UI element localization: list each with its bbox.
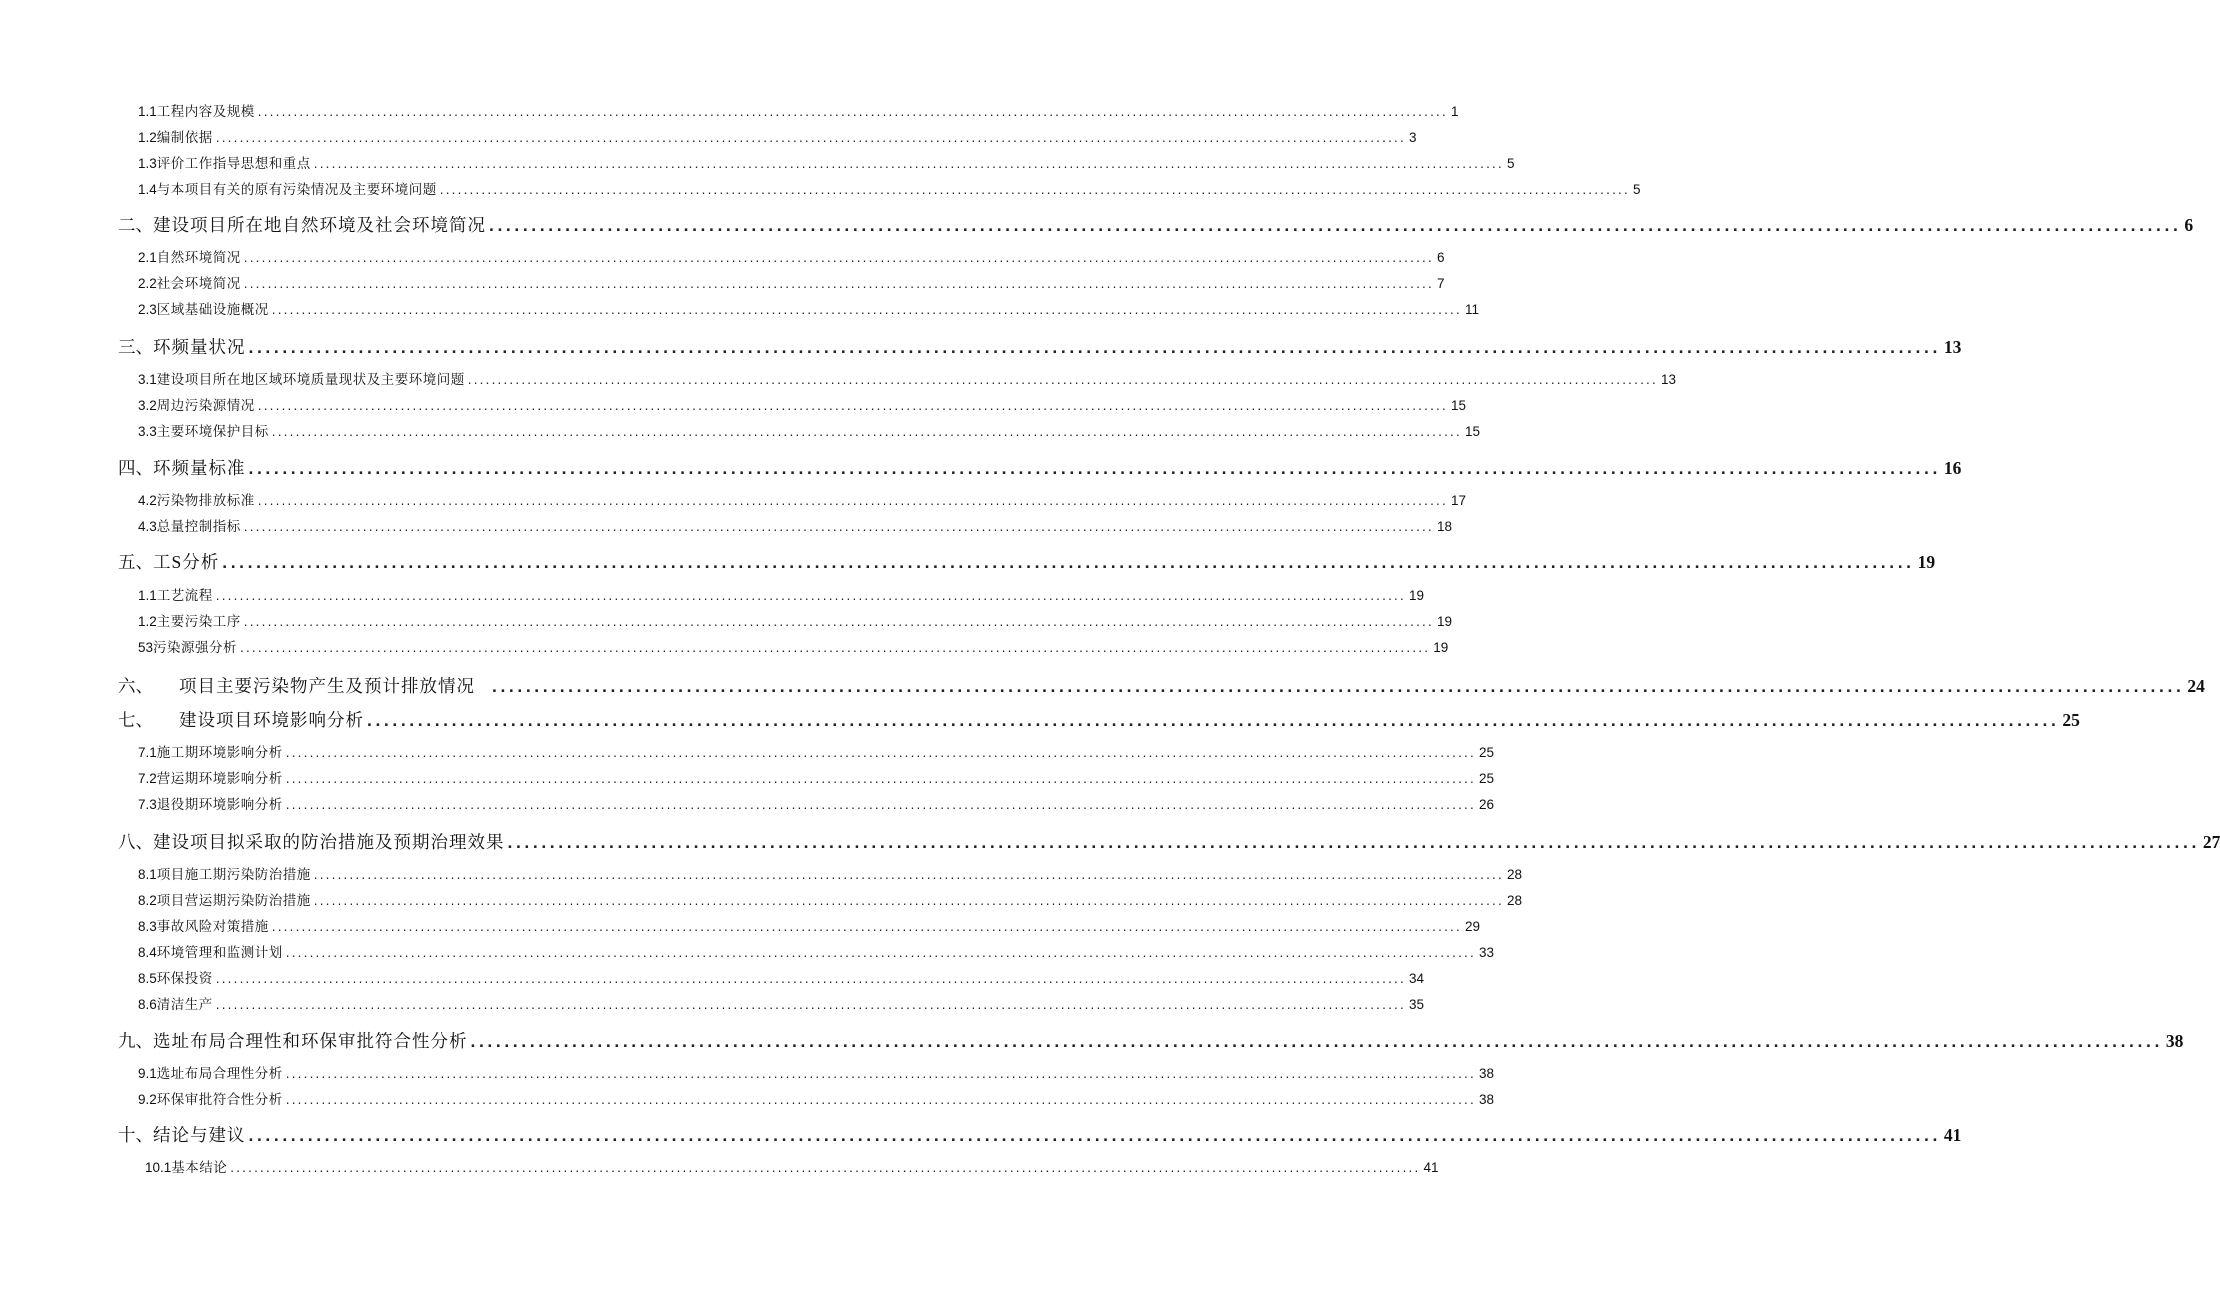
dot-leader: ........................................................................................................................................................................................................ — [285, 1092, 1476, 1107]
toc-entry-number: 8.6 — [138, 997, 157, 1012]
dot-leader: ........................................................................................................................................................................................................ — [285, 745, 1476, 760]
toc-entry-page-number: 38 — [2165, 1031, 2184, 1051]
toc-entry-page-number: 24 — [2187, 676, 2205, 696]
toc-section-entry[interactable] — [138, 993, 1424, 1013]
toc-entry-number: 1.2 — [138, 614, 157, 629]
toc-entry-title: 基本结论 — [171, 1160, 228, 1175]
toc-section-entry[interactable] — [138, 489, 1466, 509]
toc-entry-number: 1.4 — [138, 182, 157, 197]
toc-entry-page-number: 35 — [1408, 997, 1424, 1012]
dot-leader: ........................................................................................................................................................................................................ — [215, 588, 1406, 603]
toc-entry-page-number: 27 — [2202, 832, 2220, 852]
toc-entry-title: 项目营运期污染防治措施 — [156, 893, 311, 908]
toc-entry-page-number: 41 — [1943, 1125, 1962, 1145]
toc-entry-page-number: 19 — [1433, 640, 1449, 655]
toc-entry-title: 工艺流程 — [156, 588, 213, 603]
toc-section-entry[interactable] — [138, 1062, 1494, 1082]
toc-section-entry[interactable] — [138, 368, 1676, 388]
toc-entry-number: 1.1 — [138, 588, 157, 603]
toc-entry-title: 主要环境保护目标 — [156, 424, 269, 439]
toc-entry-title: 评价工作指导思想和重点 — [156, 156, 311, 171]
toc-entry-number: 2.2 — [138, 276, 157, 291]
toc-entry-title: 环保投资 — [156, 971, 213, 986]
toc-chapter-entry[interactable] — [118, 1028, 2184, 1053]
toc-entry-page-number: 11 — [1464, 302, 1479, 317]
toc-entry-number: 七、 — [118, 710, 153, 730]
dot-leader: ........................................................................................................................................................................................................ — [285, 797, 1476, 812]
dot-leader: ........................................................................................................................................................................................................ — [215, 997, 1406, 1012]
toc-entry-number: 1.1 — [138, 104, 157, 119]
toc-entry-number: 8.4 — [138, 945, 157, 960]
dot-leader: ........................................................................................................................................................................................................ — [467, 372, 1658, 387]
toc-entry-number: 9.2 — [138, 1092, 157, 1107]
toc-entry-number: 8.1 — [138, 867, 157, 882]
toc-entry-title: 退役期环境影响分析 — [156, 797, 283, 812]
toc-entry-page-number: 13 — [1660, 372, 1676, 387]
toc-entry-page-number: 26 — [1478, 797, 1494, 812]
toc-entry-title: 工程内容及规模 — [156, 104, 255, 119]
toc-entry-title: 施工期环境影响分析 — [156, 745, 283, 760]
toc-section-entry[interactable] — [138, 741, 1494, 761]
toc-entry-number: 4.3 — [138, 519, 157, 534]
toc-section-entry[interactable] — [138, 967, 1424, 987]
dot-leader: ........................................................................................................................................................................................................ — [271, 919, 1462, 934]
dot-leader: ........................................................................................................................................................................................................ — [248, 458, 1941, 478]
toc-section-entry[interactable] — [138, 584, 1424, 604]
toc-entry-number: 7.1 — [138, 745, 157, 760]
toc-entry-number: 8.2 — [138, 893, 157, 908]
toc-entry-number: 1.2 — [138, 130, 157, 145]
toc-section-entry[interactable] — [138, 298, 1479, 318]
toc-entry-title: 编制依据 — [156, 130, 213, 145]
toc-section-entry[interactable] — [138, 941, 1494, 961]
toc-entry-number: 7.3 — [138, 797, 157, 812]
toc-section-entry[interactable] — [138, 178, 1641, 198]
toc-entry-number: 4.2 — [138, 493, 157, 508]
toc-entry-title: 建设项目拟采取的防治措施及预期治理效果 — [153, 832, 505, 852]
toc-entry-title: 社会环境简况 — [156, 276, 241, 291]
dot-leader: ........................................................................................................................................................................................................ — [257, 104, 1448, 119]
toc-entry-page-number: 25 — [1478, 771, 1494, 786]
toc-entry-title: 选址布局合理性分析 — [156, 1066, 283, 1081]
dot-leader: ........................................................................................................................................................................................................ — [507, 832, 2200, 852]
dot-leader: ........................................................................................................................................................................................................ — [243, 614, 1434, 629]
toc-entry-title: 建设项目环境影响分析 — [179, 710, 364, 730]
toc-section-entry[interactable] — [138, 152, 1515, 172]
toc-entry-page-number: 33 — [1478, 945, 1494, 960]
toc-section-entry[interactable] — [138, 1088, 1494, 1108]
toc-entry-number: 8.3 — [138, 919, 157, 934]
toc-section-entry[interactable] — [138, 793, 1494, 813]
dot-leader: ........................................................................................................................................................................................................ — [271, 424, 1462, 439]
toc-entry-page-number: 16 — [1943, 458, 1962, 478]
toc-section-entry[interactable] — [138, 610, 1452, 630]
dot-leader: ........................................................................................................................................................................................................ — [470, 1031, 2163, 1051]
toc-entry-title: 环境管理和监测计划 — [156, 945, 283, 960]
toc-chapter-entry[interactable] — [118, 673, 2205, 698]
toc-entry-page-number: 6 — [2184, 215, 2194, 235]
toc-entry-title: 项目主要污染物产生及预计排放情况 — [179, 676, 475, 696]
toc-entry-number: 十、 — [118, 1125, 153, 1145]
toc-entry-number: 53 — [138, 640, 154, 655]
toc-entry-number: 10.1 — [145, 1160, 172, 1175]
toc-entry-number: 3.3 — [138, 424, 157, 439]
dot-leader: ........................................................................................................................................................................................................ — [313, 893, 1504, 908]
toc-chapter-entry[interactable] — [118, 455, 1962, 480]
toc-entry-page-number: 19 — [1436, 614, 1452, 629]
toc-entry-page-number: 28 — [1506, 893, 1522, 908]
toc-section-entry[interactable] — [138, 863, 1522, 883]
toc-entry-title: 与本项目有关的原有污染情况及主要环境问题 — [156, 182, 437, 197]
toc-chapter-entry[interactable] — [118, 549, 1936, 574]
toc-entry-number: 2.1 — [138, 250, 157, 265]
toc-section-entry[interactable] — [145, 1156, 1439, 1176]
dot-leader: ........................................................................................................................................................................................................ — [489, 215, 2182, 235]
toc-entry-title: 主要污染工序 — [156, 614, 241, 629]
toc-entry-title: 环频量标准 — [153, 458, 246, 478]
toc-entry-number: 7.2 — [138, 771, 157, 786]
toc-entry-number: 六、 — [118, 676, 153, 696]
toc-entry-title: 建设项目所在地区域环境质量现状及主要环境问题 — [156, 372, 465, 387]
toc-entry-page-number: 13 — [1943, 337, 1962, 357]
toc-section-entry[interactable] — [138, 100, 1459, 120]
toc-entry-title: 项目施工期污染防治措施 — [156, 867, 311, 882]
dot-leader: ........................................................................................................................................................................................................ — [257, 398, 1448, 413]
toc-section-entry[interactable] — [138, 420, 1480, 440]
dot-leader: ........................................................................................................................................................................................................ — [285, 1066, 1476, 1081]
dot-leader: ........................................................................................................................................................................................................ — [243, 250, 1434, 265]
toc-entry-number: 五、 — [118, 552, 153, 572]
toc-entry-page-number: 29 — [1464, 919, 1480, 934]
dot-leader: ........................................................................................................................................................................................................ — [243, 276, 1434, 291]
toc-section-entry[interactable] — [138, 272, 1445, 292]
dot-leader: ........................................................................................................................................................................................................ — [215, 130, 1406, 145]
toc-entry-page-number: 15 — [1464, 424, 1480, 439]
toc-entry-page-number: 19 — [1917, 552, 1936, 572]
toc-section-entry[interactable] — [138, 515, 1452, 535]
toc-entry-page-number: 1 — [1450, 104, 1459, 119]
toc-section-entry[interactable] — [138, 636, 1449, 656]
toc-chapter-entry[interactable] — [118, 1122, 1962, 1147]
toc-entry-title: 污染源强分析 — [153, 640, 238, 655]
toc-chapter-entry[interactable] — [118, 707, 2080, 732]
toc-entry-page-number: 6 — [1436, 250, 1445, 265]
toc-entry-title: 污染物排放标准 — [156, 493, 255, 508]
toc-entry-number: 2.3 — [138, 302, 157, 317]
toc-entry-title: 自然环境简况 — [156, 250, 241, 265]
toc-entry-title: 结论与建议 — [153, 1125, 246, 1145]
toc-entry-page-number: 5 — [1506, 156, 1515, 171]
dot-leader: ........................................................................................................................................................................................................ — [367, 710, 2060, 730]
toc-entry-number: 9.1 — [138, 1066, 157, 1081]
dot-leader: ........................................................................................................................................................................................................ — [313, 867, 1504, 882]
toc-entry-title: 区域基础设施概况 — [156, 302, 269, 317]
toc-section-entry[interactable] — [138, 394, 1466, 414]
dot-leader: ........................................................................................................................................................................................................ — [313, 156, 1504, 171]
toc-section-entry[interactable] — [138, 246, 1445, 266]
dot-leader: ........................................................................................................................................................................................................ — [257, 493, 1448, 508]
toc-entry-number: 九、 — [118, 1031, 153, 1051]
toc-entry-number: 八、 — [118, 832, 153, 852]
dot-leader: ........................................................................................................................................................................................................ — [439, 182, 1630, 197]
toc-entry-page-number: 15 — [1450, 398, 1466, 413]
dot-leader: ........................................................................................................................................................................................................ — [243, 519, 1434, 534]
toc-entry-number: 8.5 — [138, 971, 157, 986]
toc-entry-number: 四、 — [118, 458, 153, 478]
toc-entry-page-number: 19 — [1408, 588, 1424, 603]
dot-leader: ........................................................................................................................................................................................................ — [285, 771, 1476, 786]
toc-entry-page-number: 38 — [1478, 1066, 1494, 1081]
toc-chapter-entry[interactable] — [118, 829, 2220, 854]
toc-entry-title: 环保审批符合性分析 — [156, 1092, 283, 1107]
toc-entry-title: 总量控制指标 — [156, 519, 241, 534]
toc-entry-page-number: 17 — [1450, 493, 1466, 508]
toc-entry-title: 周边污染源情况 — [156, 398, 255, 413]
toc-entry-page-number: 38 — [1478, 1092, 1494, 1107]
toc-entry-title: 建设项目所在地自然环境及社会环境简况 — [153, 215, 486, 235]
toc-chapter-entry[interactable] — [118, 212, 2194, 237]
toc-entry-title: 清洁生产 — [156, 997, 213, 1012]
toc-entry-title: 环频量状况 — [153, 337, 246, 357]
toc-chapter-entry[interactable] — [118, 334, 1962, 359]
toc-entry-page-number: 28 — [1506, 867, 1522, 882]
dot-leader: ........................................................................................................................................................................................................ — [248, 1125, 1941, 1145]
dot-leader: ........................................................................................................................................................................................................ — [222, 552, 1915, 572]
toc-section-entry[interactable] — [138, 889, 1522, 909]
toc-entry-title: 选址布局合理性和环保审批符合性分析 — [153, 1031, 468, 1051]
dot-leader: ........................................................................................................................................................................................................ — [248, 337, 1941, 357]
toc-entry-number: 三、 — [118, 337, 153, 357]
dot-leader: ........................................................................................................................................................................................................ — [230, 1160, 1421, 1175]
toc-entry-title: 事故风险对策措施 — [156, 919, 269, 934]
dot-leader: ........................................................................................................................................................................................................ — [492, 676, 2185, 696]
toc-entry-page-number: 25 — [2062, 710, 2080, 730]
toc-entry-page-number: 25 — [1478, 745, 1494, 760]
toc-section-entry[interactable] — [138, 915, 1480, 935]
dot-leader: ........................................................................................................................................................................................................ — [271, 302, 1462, 317]
toc-entry-page-number: 34 — [1408, 971, 1424, 986]
toc-entry-page-number: 18 — [1436, 519, 1452, 534]
toc-entry-number: 3.1 — [138, 372, 157, 387]
toc-entry-page-number: 5 — [1632, 182, 1641, 197]
dot-leader: ........................................................................................................................................................................................................ — [215, 971, 1406, 986]
dot-leader: ........................................................................................................................................................................................................ — [285, 945, 1476, 960]
toc-entry-number: 1.3 — [138, 156, 157, 171]
toc-section-entry[interactable] — [138, 126, 1417, 146]
toc-entry-page-number: 3 — [1408, 130, 1417, 145]
dot-leader: ........................................................................................................................................................................................................ — [240, 640, 1431, 655]
toc-entry-title: 营运期环境影响分析 — [156, 771, 283, 786]
toc-entry-title: 工S分析 — [153, 552, 220, 572]
toc-entry-number: 二、 — [118, 215, 153, 235]
toc-section-entry[interactable] — [138, 767, 1494, 787]
toc-entry-page-number: 41 — [1423, 1160, 1439, 1175]
toc-entry-page-number: 7 — [1436, 276, 1445, 291]
toc-entry-number: 3.2 — [138, 398, 157, 413]
